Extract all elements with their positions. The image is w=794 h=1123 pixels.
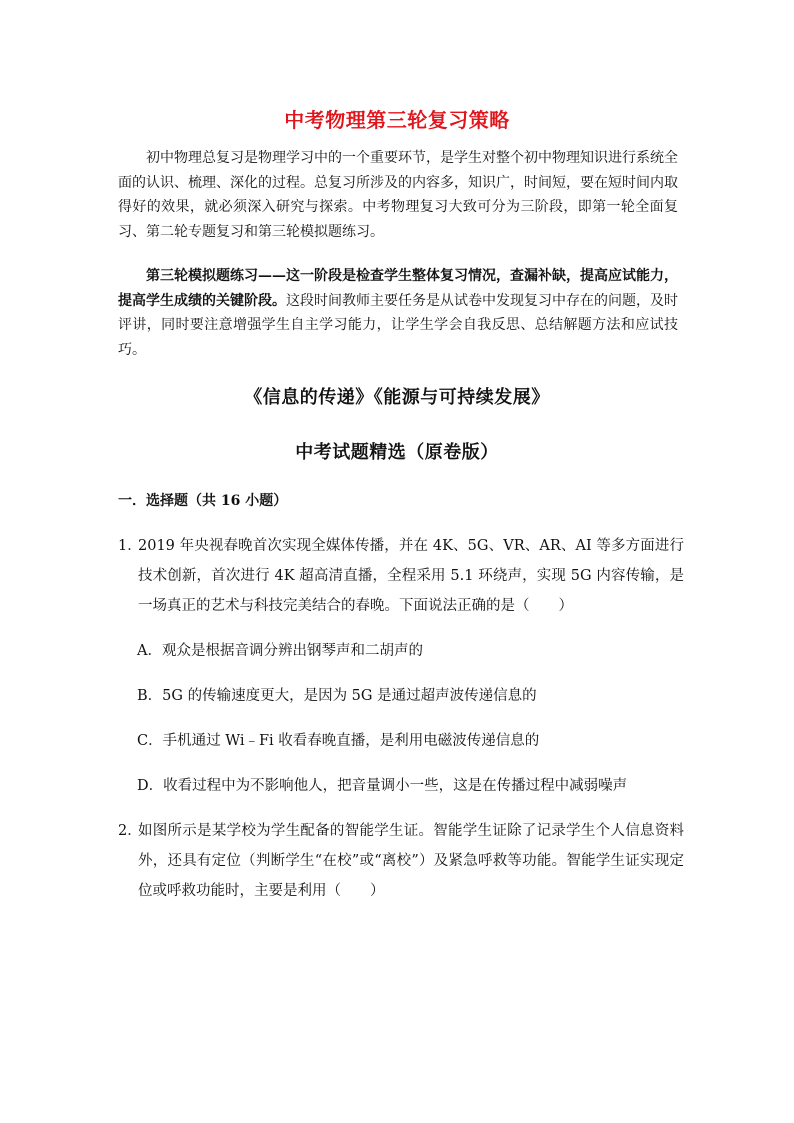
question-number: 2．: [118, 823, 142, 839]
sub-heading: 中考试题精选（原卷版）: [295, 442, 499, 463]
question-1-option-b: B．5G 的传输速度更大，是因为 5G 是通过超声波传递信息的: [137, 688, 537, 704]
question-1-option-d: D．收看过程中为不影响他人，把音量调小一些，这是在传播过程中减弱噪声: [137, 778, 628, 794]
question-1: [118, 531, 684, 621]
section-label: 一．选择题（共 16 小题）: [118, 493, 288, 509]
topic-heading: 《信息的传递》《能源与可持续发展》: [244, 387, 550, 408]
intro-paragraph-2-rest: 这段时间教师主要任务是从试卷中发现复习中存在的问题，及时评讲，同时要注意增强学生自主学习能力，让学生学会自我反思、总结解题方法和应试技巧。: [118, 292, 678, 358]
intro-paragraph-1: 初中物理总复习是物理学习中的一个重要环节，是学生对整个初中物理知识进行系统全面的认识、梳理、深化的过程。总复习所涉及的内容多，知识广，时间短，要在短时间内取得好的效果，就必须深入研究与探索。中考物理复习大致可分为三阶段，即第一轮全面复习、第二轮专题复习和第三轮模拟题练习。: [118, 150, 678, 240]
question-number: 1．: [118, 538, 142, 554]
question-text: 如图所示是某学校为学生配备的智能学生证。智能学生证除了记录学生个人信息资料外，还具有定位（判断学生“在校”或“离校”）及紧急呼救等功能。智能学生证实现定位或呼救功能时，主要是利用（ ）: [138, 823, 684, 899]
question-2: [118, 816, 684, 906]
question-1-option-a: A．观众是根据音调分辨出钢琴声和二胡声的: [137, 643, 423, 659]
intro-paragraph-2-bold: 第三轮模拟题练习——这一阶段是检查学生整体复习情况，查漏补缺，提高应试能力，提高学生成绩的关键阶段。: [118, 268, 678, 309]
question-text: 2019 年央视春晚首次实现全媒体传播，并在 4K、5G、VR、AR、AI 等多方面进行技术创新，首次进行 4K 超高清直播，全程采用 5.1 环绕声，实现 5G 内容传输，是一场真正的艺术与科技完美结合的春晚。下面说法正确的是（ ）: [138, 538, 684, 614]
page-title: 中考物理第三轮复习策略: [284, 108, 510, 132]
intro-paragraph-2: [118, 264, 678, 362]
question-1-option-c: C．手机通过 Wi﹣Fi 收看春晚直播，是利用电磁波传递信息的: [137, 733, 540, 749]
